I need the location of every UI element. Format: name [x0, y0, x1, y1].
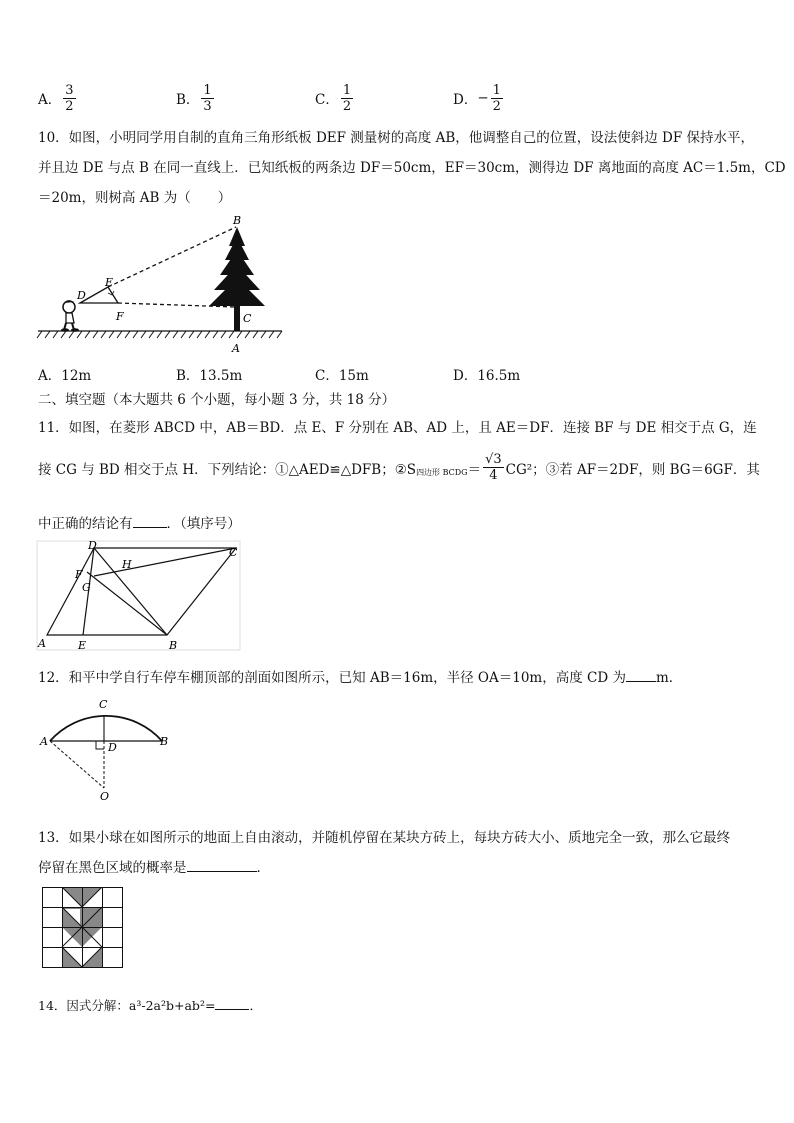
label-A: A — [232, 342, 240, 355]
q11-rhombus-figure — [36, 540, 242, 652]
q10-option-a: A．12m — [38, 368, 92, 384]
label-D: D — [88, 540, 97, 552]
person-icon — [61, 300, 79, 332]
fraction: $\frac{1}{3}$ — [203, 82, 212, 114]
answer-blank — [133, 515, 167, 528]
q10-line3: ＝20m，则树高 AB 为（ ） — [38, 190, 232, 206]
q11-equals: ＝ — [467, 461, 482, 478]
label-C: C — [99, 698, 108, 711]
q10-line1: 10．如图，小明同学用自制的直角三角形纸板 DEF 测量树的高度 AB，他调整自己的位置，设法使斜边 DF 保持水平， — [38, 130, 755, 146]
answer-blank — [187, 859, 257, 872]
q11-fraction: $\frac{√3}{4}$ — [485, 452, 502, 483]
q11-line2-part2: CG²；③若 AF＝2DF，则 BG＝6GF．其 — [505, 461, 760, 478]
fraction: $\frac{1}{2}$ — [492, 82, 501, 114]
q13-line1: 13．如果小球在如图所示的地面上自由滚动，并随机停留在某块方砖上，每块方砖大小、质地完全一致，那么它最终 — [38, 830, 731, 846]
label-B: B — [233, 214, 242, 227]
q10-option-d: D．16.5m — [453, 368, 521, 384]
q11-line1: 11．如图，在菱形 ABCD 中，AB＝BD．点 E、F 分别在 AB、AD 上，且 AE＝DF．连接 BF 与 DE 相交于点 G，连 — [38, 420, 757, 436]
q11-line2-part1: 接 CG 与 BD 相交于点 H．下列结论：①△AED≌△DFB；②S — [38, 461, 417, 478]
q10-tree-figure — [36, 210, 286, 355]
q10-line2: 并且边 DE 与点 B 在同一直线上．已知纸板的两条边 DF＝50cm，EF＝30cm，测得边 DF 离地面的高度 AC＝1.5m，CD — [38, 160, 786, 176]
q9-option-b: B． $\frac{1}{3}$ — [176, 82, 212, 114]
label-A: A — [40, 735, 48, 748]
q12-text: 12．和平中学自行车停车棚顶部的剖面如图所示，已知 AB＝16m，半径 OA＝10m，高度 CD 为 m． — [38, 670, 683, 686]
label-D: D — [77, 289, 86, 302]
label-D: D — [108, 741, 117, 754]
label-F: F — [116, 310, 124, 323]
section-heading: 二、填空题（本大题共 6 个小题，每小题 3 分，共 18 分） — [38, 392, 396, 408]
q12-arc-figure — [38, 696, 178, 804]
answer-blank — [215, 997, 249, 1010]
label-E: E — [105, 276, 114, 289]
q13-line2: 停留在黑色区域的概率是 ． — [38, 860, 270, 876]
label-B: B — [160, 735, 169, 748]
tree-icon — [209, 227, 265, 331]
q11-area-subscript: 四边形 BCDG — [416, 468, 468, 477]
q13-tile-grid — [42, 887, 124, 969]
answer-blank — [626, 669, 656, 682]
label-E: E — [78, 639, 87, 652]
label-O: O — [100, 790, 110, 803]
q14-text: 14．因式分解：a³-2a²b+ab²= ． — [38, 998, 262, 1013]
q11-line3: 中正确的结论有 ．（填序号） — [38, 516, 241, 532]
label-G: G — [82, 581, 91, 594]
label-B: B — [169, 639, 178, 652]
label-A: A — [38, 637, 46, 650]
label-F: F — [75, 568, 83, 581]
q9-option-a: A． $\frac{3}{2}$ — [38, 82, 74, 114]
label-C: C — [229, 546, 238, 559]
q9-option-d: D． − $\frac{1}{2}$ — [453, 82, 501, 114]
label-C: C — [243, 312, 252, 325]
label-H: H — [122, 558, 132, 571]
q11-line2 — [38, 452, 760, 483]
fraction: $\frac{1}{2}$ — [342, 82, 352, 114]
q10-option-c: C．15m — [315, 368, 369, 384]
q10-option-b: B．13.5m — [176, 368, 243, 384]
fraction: $\frac{3}{2}$ — [65, 82, 74, 114]
q9-option-c: C． $\frac{1}{2}$ — [315, 82, 352, 114]
